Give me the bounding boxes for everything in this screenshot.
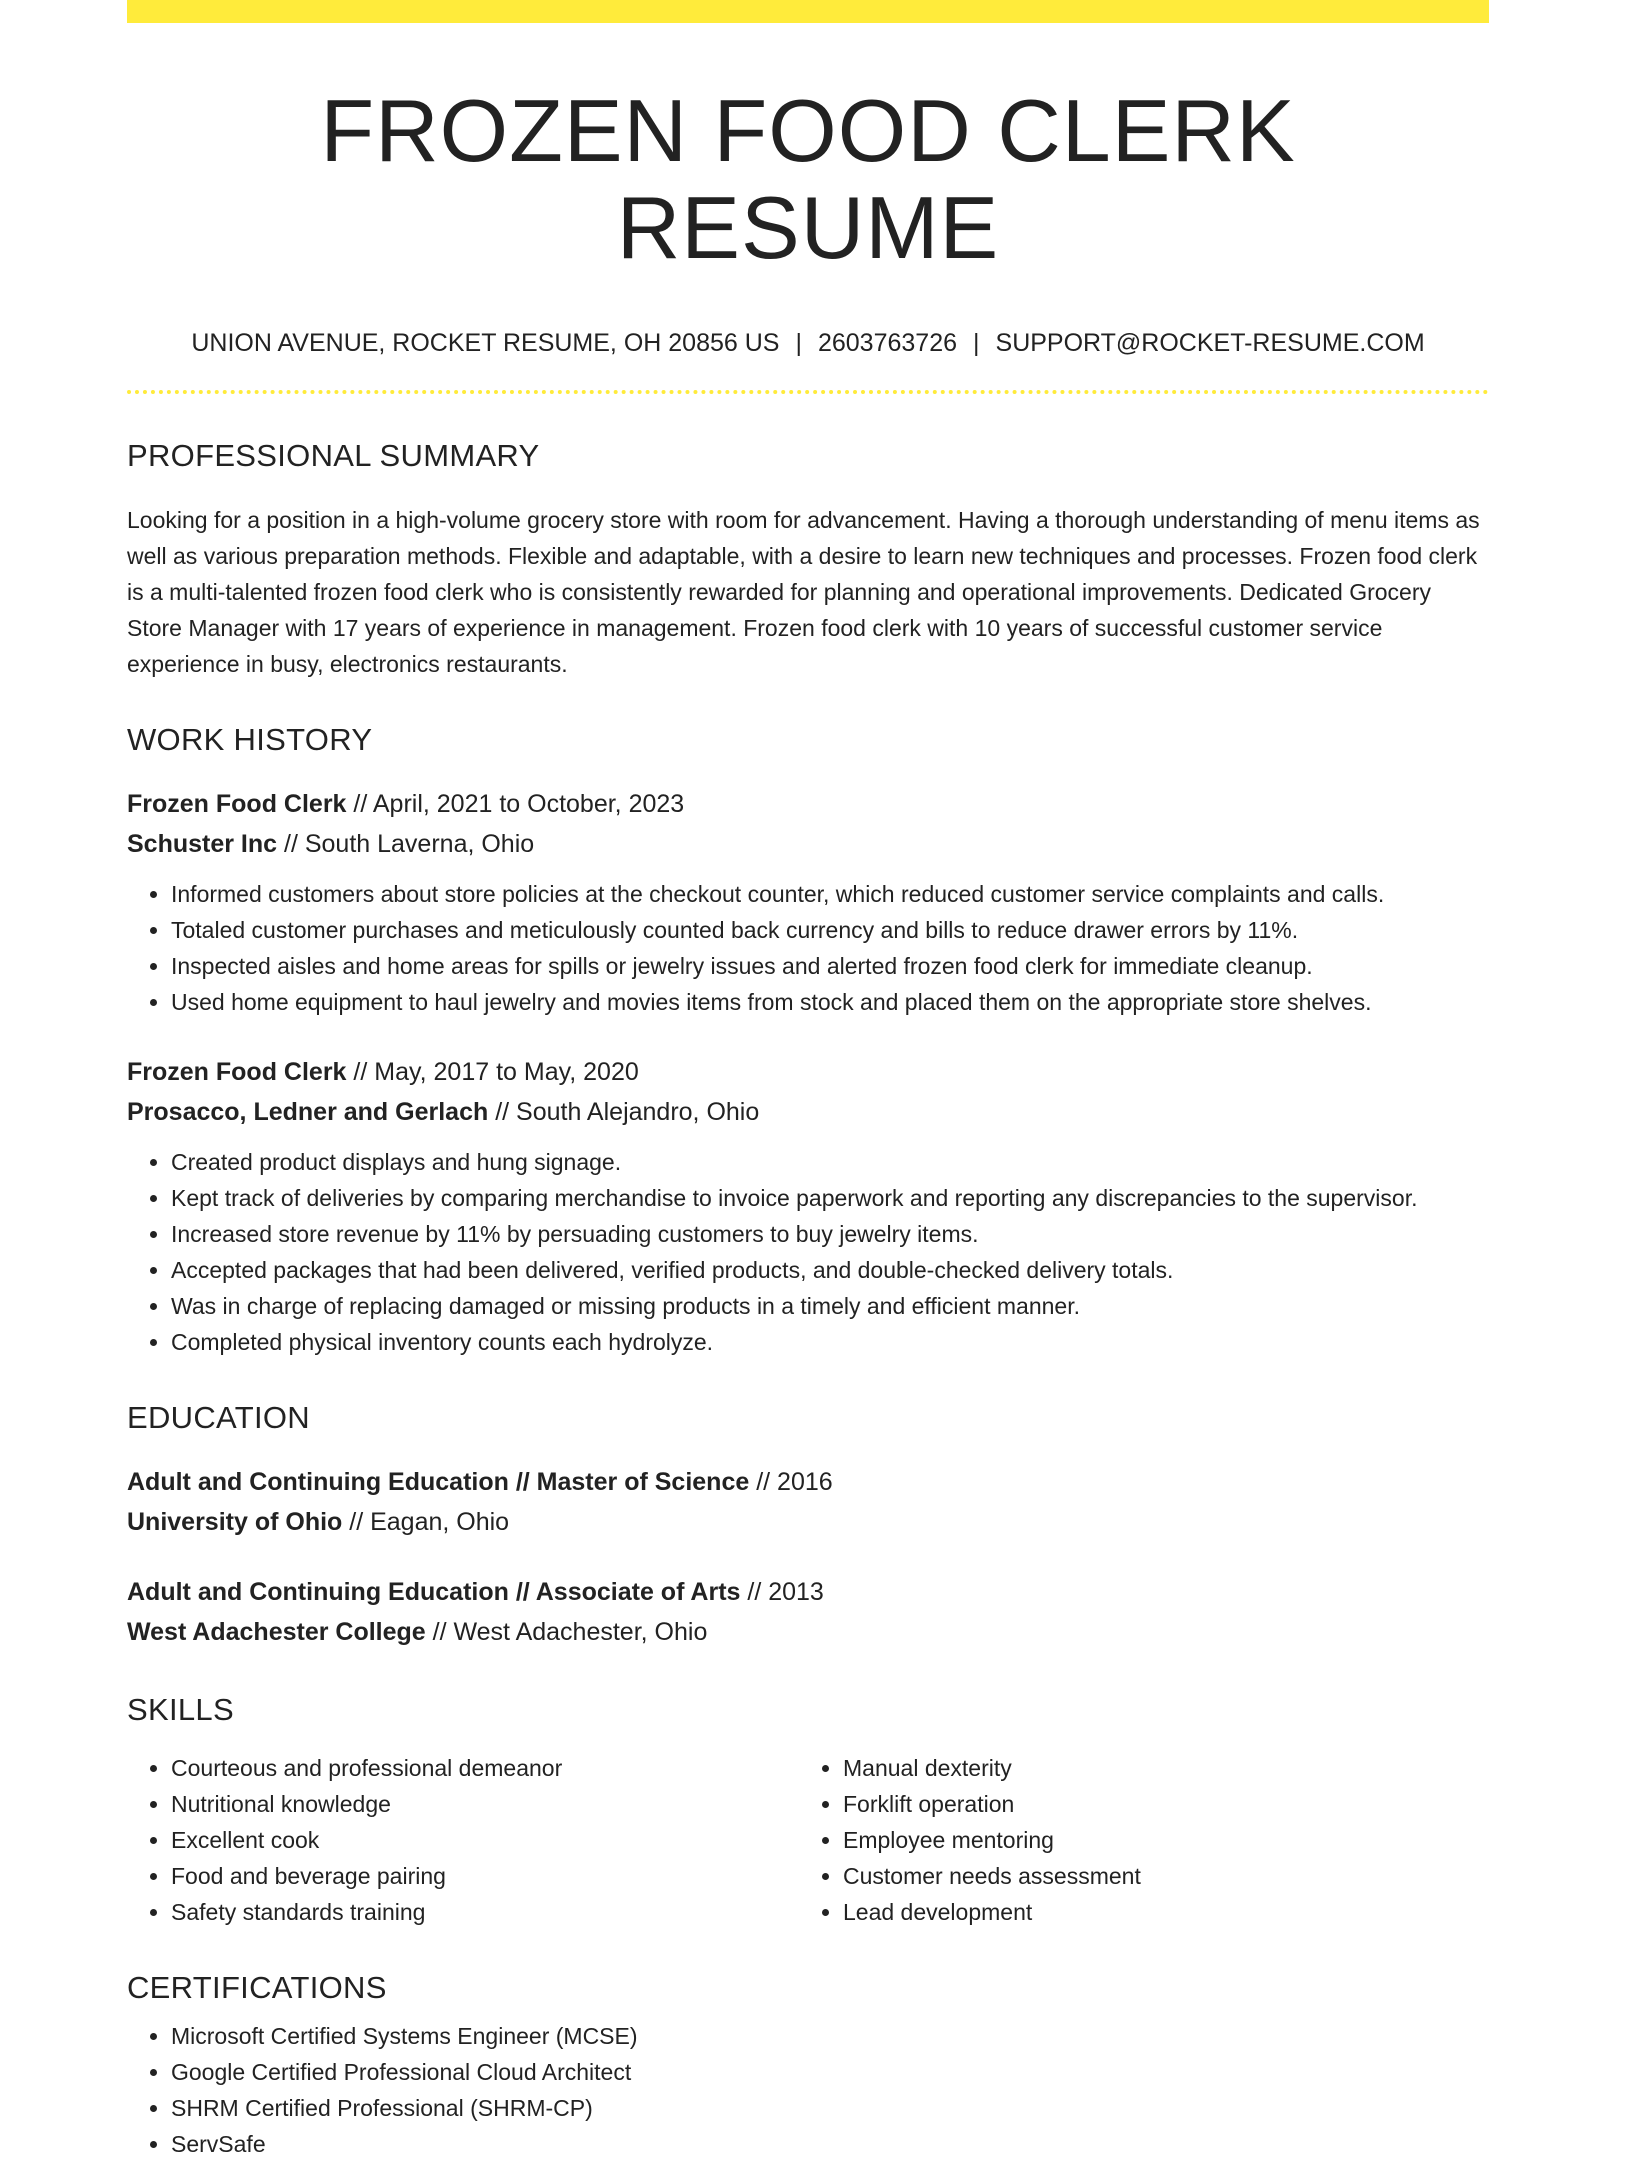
summary-text: Looking for a position in a high-volume grocery store with room for advancement. Having a thorough understanding of menu items as well as various preparation methods. Flexible and adaptable, with a desire to learn new techniques and processes. Frozen food clerk is a multi-talented frozen food clerk who is consistently rewarded for planning and operational improvements. Dedicated Grocery Store Manager with 17 years of experience in management. Frozen food clerk with 10 years of successful customer service experience in busy, electronics restaurants.	[127, 506, 1480, 677]
job-role: Frozen Food Clerk	[127, 789, 347, 818]
skills-columns	[127, 1750, 1489, 1930]
skills-column-right	[799, 1750, 1471, 1930]
list-item: • Completed physical inventory counts each hydrolyze.	[171, 1324, 1489, 1360]
certifications-heading: CERTIFICATIONS	[127, 1969, 387, 2005]
degree-year: // 2013	[740, 1577, 824, 1606]
education-entry	[127, 1572, 1489, 1652]
skills-list	[799, 1750, 1471, 1930]
list-item: • ServSafe	[171, 2126, 1489, 2162]
dotted-divider	[127, 390, 1489, 394]
job-company: Schuster Inc	[127, 829, 278, 858]
job-company-line	[127, 824, 1489, 864]
list-item: • Courteous and professional demeanor	[171, 1750, 799, 1786]
contact-line	[127, 329, 1489, 358]
list-item: • SHRM Certified Professional (SHRM-CP)	[171, 2090, 1489, 2126]
degree-year: // 2016	[749, 1467, 833, 1496]
list-item: • Manual dexterity	[843, 1750, 1471, 1786]
list-item: • Accepted packages that had been delivered, verified products, and double-checked delivery totals.	[171, 1252, 1489, 1288]
job-company: Prosacco, Ledner and Gerlach	[127, 1097, 489, 1126]
summary-heading: PROFESSIONAL SUMMARY	[127, 437, 540, 473]
job-dates: // May, 2017 to May, 2020	[346, 1057, 639, 1086]
degree: Adult and Continuing Education // Associate of Arts	[127, 1577, 741, 1606]
list-item: • Google Certified Professional Cloud Architect	[171, 2054, 1489, 2090]
degree-line	[127, 1572, 1489, 1612]
job-dates: // April, 2021 to October, 2023	[346, 789, 685, 818]
list-item: • Kept track of deliveries by comparing merchandise to invoice paperwork and reporting any discrepancies to the supervisor.	[171, 1180, 1489, 1216]
school-line	[127, 1612, 1489, 1652]
list-item: • Safety standards training	[171, 1894, 799, 1930]
list-item: • Created product displays and hung signage.	[171, 1144, 1489, 1180]
list-item: • Increased store revenue by 11% by persuading customers to buy jewelry items.	[171, 1216, 1489, 1252]
job-entry	[127, 784, 1489, 1020]
list-item: • Food and beverage pairing	[171, 1858, 799, 1894]
job-role: Frozen Food Clerk	[127, 1057, 347, 1086]
school-line	[127, 1502, 1489, 1542]
education-heading: EDUCATION	[127, 1399, 310, 1435]
list-item: • Totaled customer purchases and meticulously counted back currency and bills to reduce drawer errors by 11%.	[171, 912, 1489, 948]
school-location: // Eagan, Ohio	[342, 1507, 510, 1536]
degree: Adult and Continuing Education // Master of Science	[127, 1467, 750, 1496]
job-title-line	[127, 1052, 1489, 1092]
skills-column-left	[127, 1750, 799, 1930]
list-item: • Lead development	[843, 1894, 1471, 1930]
education-entry	[127, 1462, 1489, 1542]
contact-separator: |	[795, 328, 802, 357]
job-entry	[127, 1052, 1489, 1360]
resume-page	[127, 0, 1489, 2162]
school: West Adachester College	[127, 1617, 426, 1646]
address: UNION AVENUE, ROCKET RESUME, OH 20856 US	[191, 328, 780, 357]
school: University of Ohio	[127, 1507, 343, 1536]
job-bullets	[127, 1144, 1489, 1360]
skills-list	[127, 1750, 799, 1930]
list-item: • Informed customers about store policies at the checkout counter, which reduced customer service complaints and calls.	[171, 876, 1489, 912]
job-title-line	[127, 784, 1489, 824]
list-item: • Was in charge of replacing damaged or missing products in a timely and efficient manner.	[171, 1288, 1489, 1324]
skills-heading: SKILLS	[127, 1691, 234, 1727]
list-item: • Customer needs assessment	[843, 1858, 1471, 1894]
certifications-list	[127, 2018, 1489, 2162]
job-location: // South Alejandro, Ohio	[488, 1097, 760, 1126]
degree-line	[127, 1462, 1489, 1502]
resume-title: FROZEN FOOD CLERK RESUME	[320, 81, 1296, 277]
top-accent-bar	[127, 0, 1489, 23]
job-company-line	[127, 1092, 1489, 1132]
school-location: // West Adachester, Ohio	[425, 1617, 708, 1646]
list-item: • Forklift operation	[843, 1786, 1471, 1822]
phone: 2603763726	[817, 328, 958, 357]
list-item: • Inspected aisles and home areas for spills or jewelry issues and alerted frozen food clerk for immediate cleanup.	[171, 948, 1489, 984]
list-item: • Excellent cook	[171, 1822, 799, 1858]
job-location: // South Laverna, Ohio	[277, 829, 535, 858]
list-item: • Employee mentoring	[843, 1822, 1471, 1858]
list-item: • Microsoft Certified Systems Engineer (MCSE)	[171, 2018, 1489, 2054]
contact-separator: |	[973, 328, 980, 357]
job-bullets	[127, 876, 1489, 1020]
email: SUPPORT@ROCKET-RESUME.COM	[995, 328, 1425, 357]
list-item: • Nutritional knowledge	[171, 1786, 799, 1822]
work-history-heading: WORK HISTORY	[127, 721, 373, 757]
list-item: • Used home equipment to haul jewelry and movies items from stock and placed them on the appropriate store shelves.	[171, 984, 1489, 1020]
